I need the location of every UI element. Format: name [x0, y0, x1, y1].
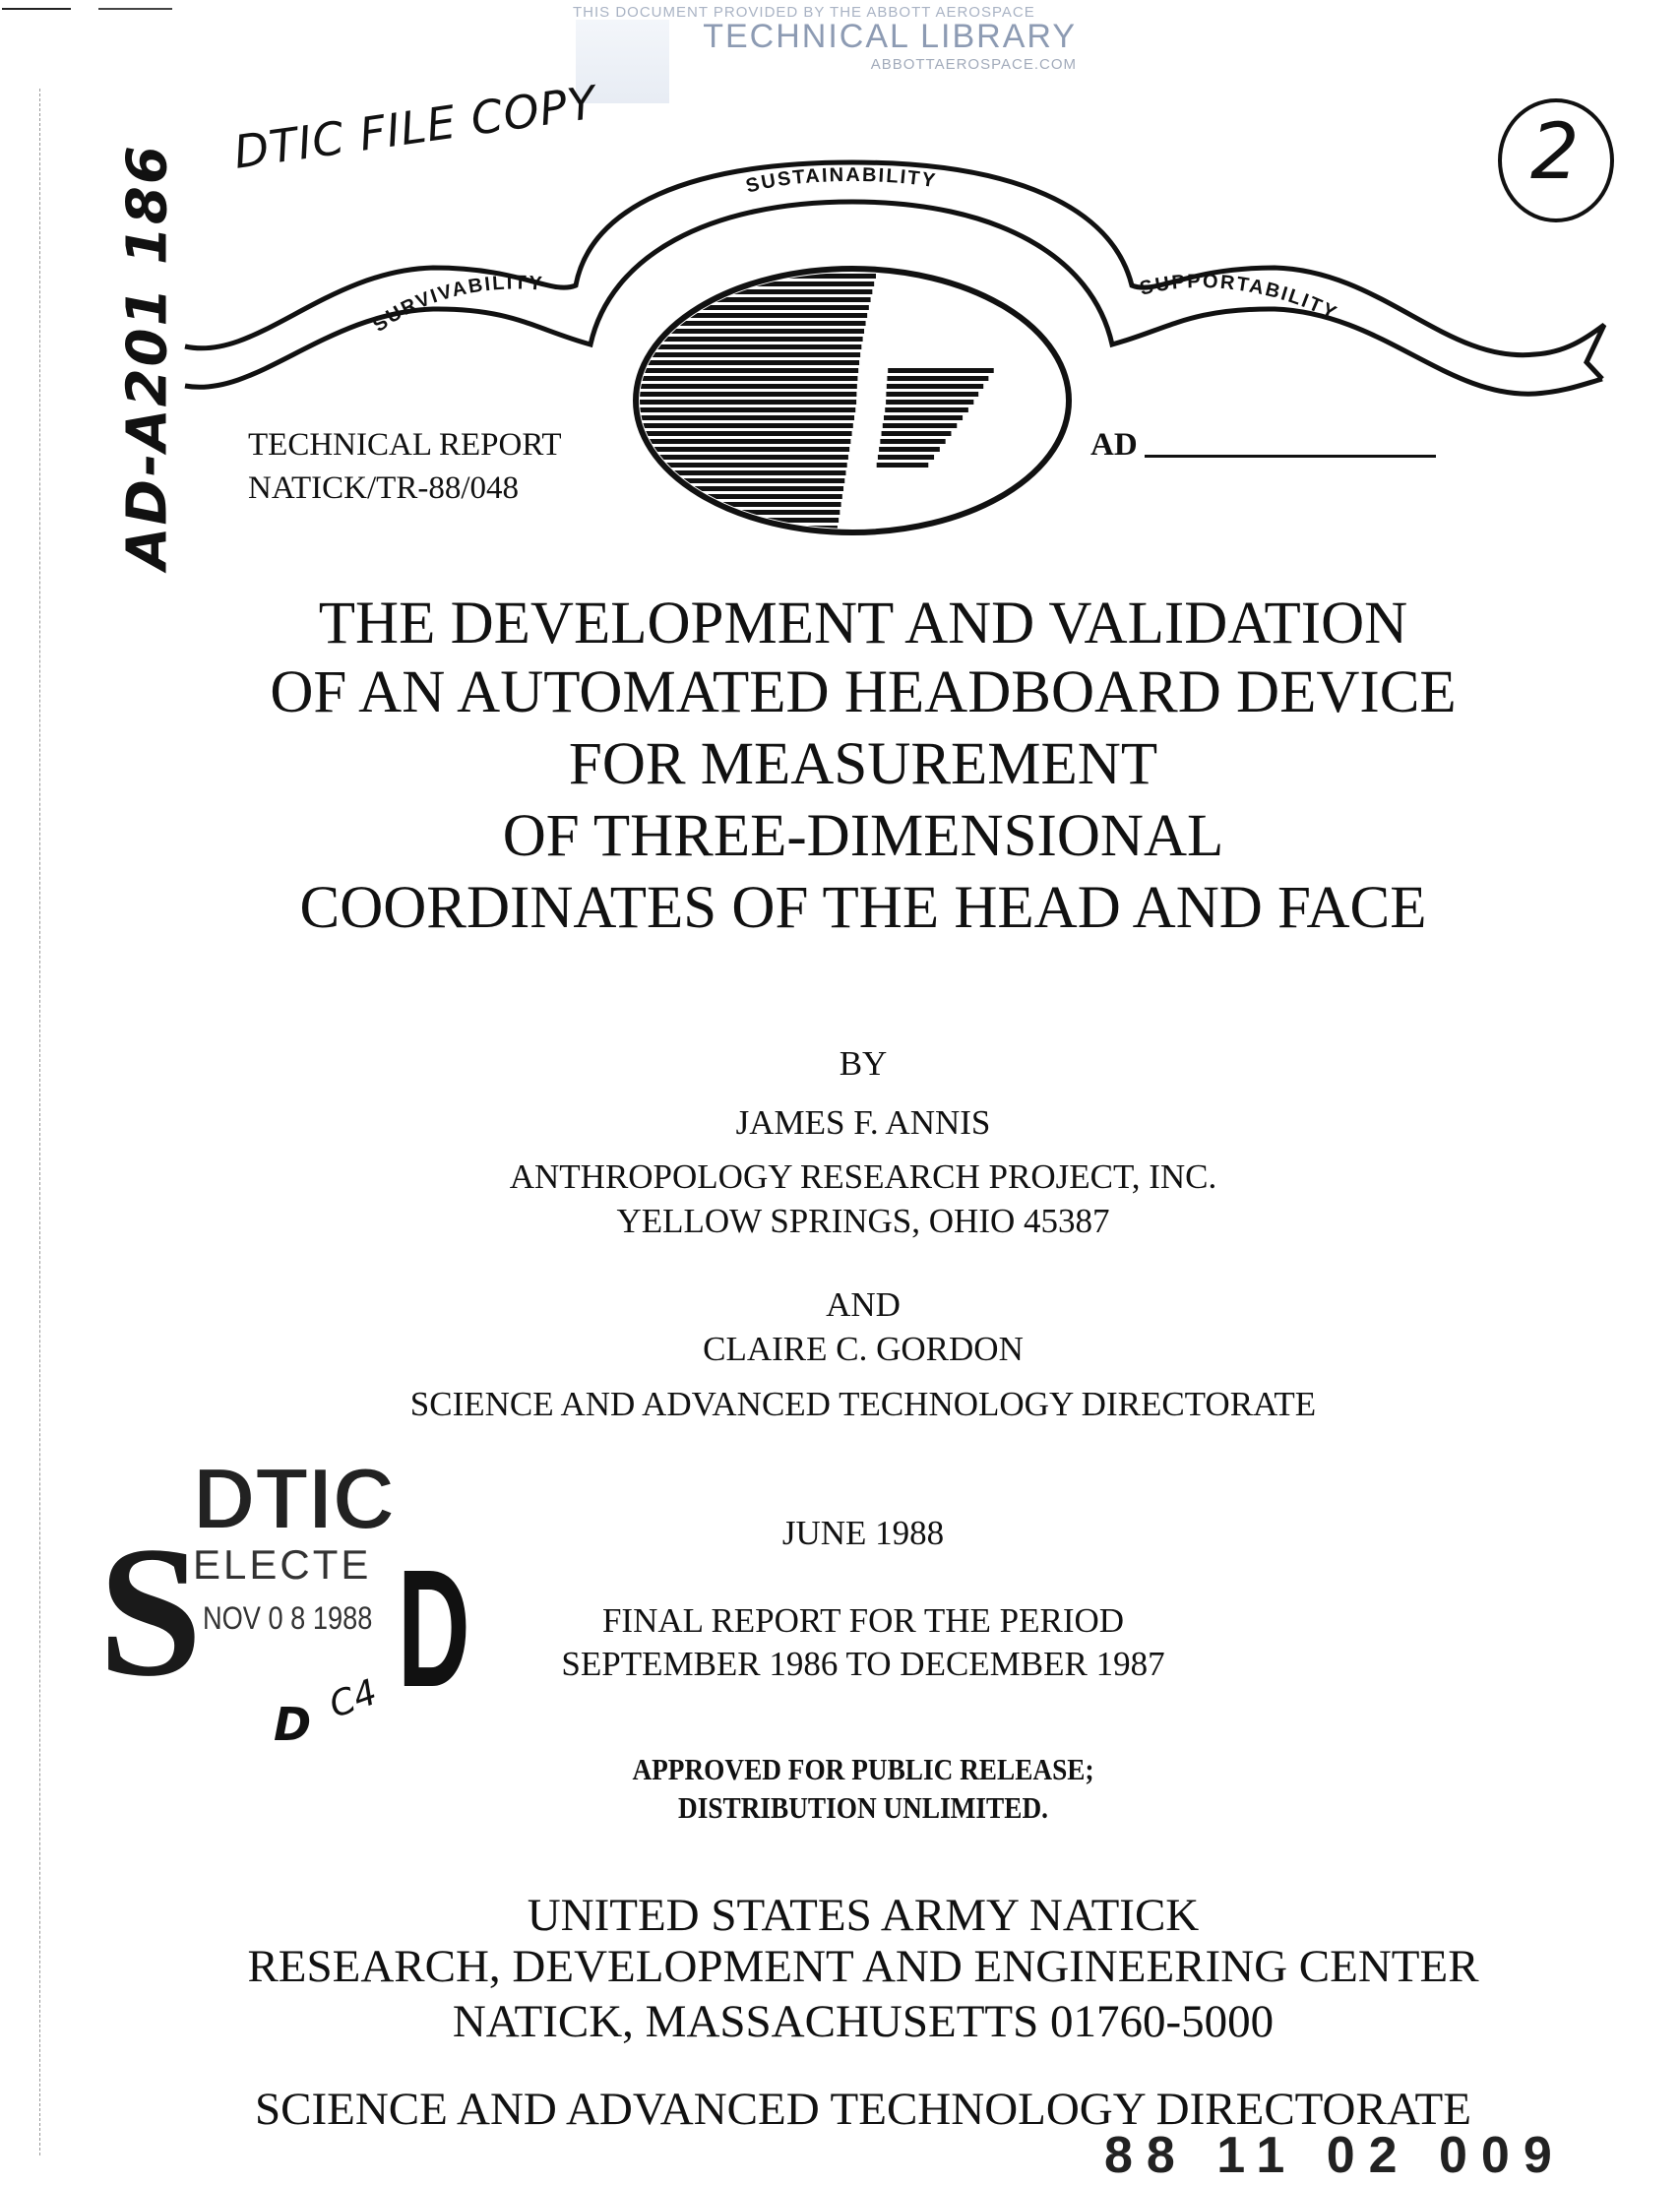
globe-stripe [630, 297, 871, 302]
stamp-electe: ELECTE [193, 1541, 372, 1588]
globe-stripe [887, 376, 988, 381]
period-line-1: FINAL REPORT FOR THE PERIOD [601, 1601, 1125, 1640]
author-1: JAMES F. ANNIS [735, 1103, 991, 1142]
handwritten-c4: C4 [324, 1672, 383, 1726]
svg-text:SUSTAINABILITY [744, 164, 939, 198]
ad-number-blank [1145, 455, 1436, 458]
distribution-line-2: DISTRIBUTION UNLIMITED. [678, 1790, 1048, 1825]
stamp-dtic: DTIC [193, 1450, 396, 1547]
globe-stripe [630, 407, 855, 412]
organization-line-1: UNITED STATES ARMY NATICK [527, 1890, 1200, 1941]
globe-stripe [630, 470, 845, 475]
globe-stripe [630, 384, 857, 389]
globe-stripe [630, 274, 876, 279]
watermark-url: ABBOTTAEROSPACE.COM [870, 56, 1077, 73]
globe-stripe [630, 321, 866, 326]
globe-stripe [630, 344, 861, 349]
title-line-3: FOR MEASUREMENT [568, 731, 1158, 797]
globe-stripe [886, 392, 978, 397]
report-date: JUNE 1988 [781, 1514, 945, 1552]
banner-supportability: SUPPORTABILITY [1137, 270, 1341, 326]
globe-stripe [883, 423, 957, 428]
globe-stripe [884, 415, 963, 420]
globe-stripe [630, 360, 859, 365]
organization-line-3: NATICK, MASSACHUSETTS 01760-5000 [452, 1996, 1275, 2047]
banner-sustainability: SUSTAINABILITY [743, 163, 939, 198]
stamp-s-letter: S [98, 1509, 203, 1716]
globe-stripe [630, 352, 860, 357]
report-number: NATICK/TR-88/048 [248, 470, 519, 506]
globe-stripe [879, 447, 940, 452]
globe-stripe [630, 368, 858, 373]
globe-stripe [887, 384, 983, 389]
title-line-5: COORDINATES OF THE HEAD AND FACE [299, 875, 1427, 941]
title-line-1: THE DEVELOPMENT AND VALIDATION [318, 591, 1408, 656]
globe-stripe [630, 376, 857, 381]
control-number: 88 11 02 009 [1104, 2127, 1566, 2184]
globe-stripe [630, 478, 844, 483]
globe-stripe [630, 392, 856, 397]
globe-stripe [630, 502, 841, 507]
title-line-2: OF AN AUTOMATED HEADBOARD DEVICE [270, 659, 1457, 725]
natick-logo [0, 0, 1680, 551]
ad-label: AD [1090, 427, 1138, 463]
handwritten-d: D [274, 1698, 312, 1751]
globe-stripe [630, 415, 854, 420]
globe-stripe [886, 400, 973, 405]
organization-line-2: RESEARCH, DEVELOPMENT AND ENGINEERING CENTER [247, 1941, 1479, 1992]
watermark-library: TECHNICAL LIBRARY [703, 18, 1077, 55]
author-1-address: YELLOW SPRINGS, OHIO 45387 [616, 1202, 1110, 1240]
globe-stripe [630, 518, 839, 523]
globe-stripe [878, 455, 934, 460]
title-line-4: OF THREE-DIMENSIONAL [502, 803, 1224, 869]
globe-stripe [630, 494, 842, 499]
svg-text:SURVIVABILITY [369, 272, 544, 337]
period-line-2: SEPTEMBER 1986 TO DECEMBER 1987 [561, 1645, 1165, 1683]
watermark-provided-by: THIS DOCUMENT PROVIDED BY THE ABBOTT AEROSPACE [573, 4, 1035, 21]
report-type: TECHNICAL REPORT [248, 427, 562, 463]
globe-stripe [630, 455, 848, 460]
globe-stripe [630, 423, 853, 428]
globe-stripe [885, 407, 968, 412]
distribution-line-1: APPROVED FOR PUBLIC RELEASE; [632, 1752, 1094, 1786]
globe-stripe [877, 463, 929, 468]
and-label: AND [826, 1285, 901, 1324]
author-1-affiliation: ANTHROPOLOGY RESEARCH PROJECT, INC. [509, 1157, 1217, 1196]
globe-landmass-stripes [630, 274, 994, 531]
globe-stripe [630, 305, 869, 310]
globe-stripe [630, 439, 850, 444]
by-label: BY [839, 1044, 888, 1083]
svg-text:SUPPORTABILITY [1138, 271, 1341, 325]
banner-survivability: SURVIVABILITY [369, 272, 545, 337]
stamp-date: NOV 0 8 1988 [203, 1600, 373, 1636]
globe-stripe [630, 400, 856, 405]
directorate: SCIENCE AND ADVANCED TECHNOLOGY DIRECTORATE [255, 2084, 1471, 2135]
handwritten-accession-number: AD-A201 186 [115, 144, 180, 570]
author-2: CLAIRE C. GORDON [703, 1330, 1024, 1368]
globe-stripe [630, 486, 843, 491]
globe-stripe [888, 368, 994, 373]
globe-stripe [882, 431, 952, 436]
copy-number: 2 [1530, 108, 1580, 197]
banner-ribbon [185, 162, 1604, 394]
handwritten-file-copy: DTIC FILE COPY [230, 75, 600, 179]
author-2-affiliation: SCIENCE AND ADVANCED TECHNOLOGY DIRECTORATE [409, 1385, 1317, 1423]
stamp-d-letter: D [398, 1535, 470, 1722]
globe-stripe [630, 431, 852, 436]
globe-stripe [630, 289, 872, 294]
globe-stripe [880, 439, 945, 444]
globe-stripe [630, 313, 867, 318]
globe-stripe [630, 447, 849, 452]
